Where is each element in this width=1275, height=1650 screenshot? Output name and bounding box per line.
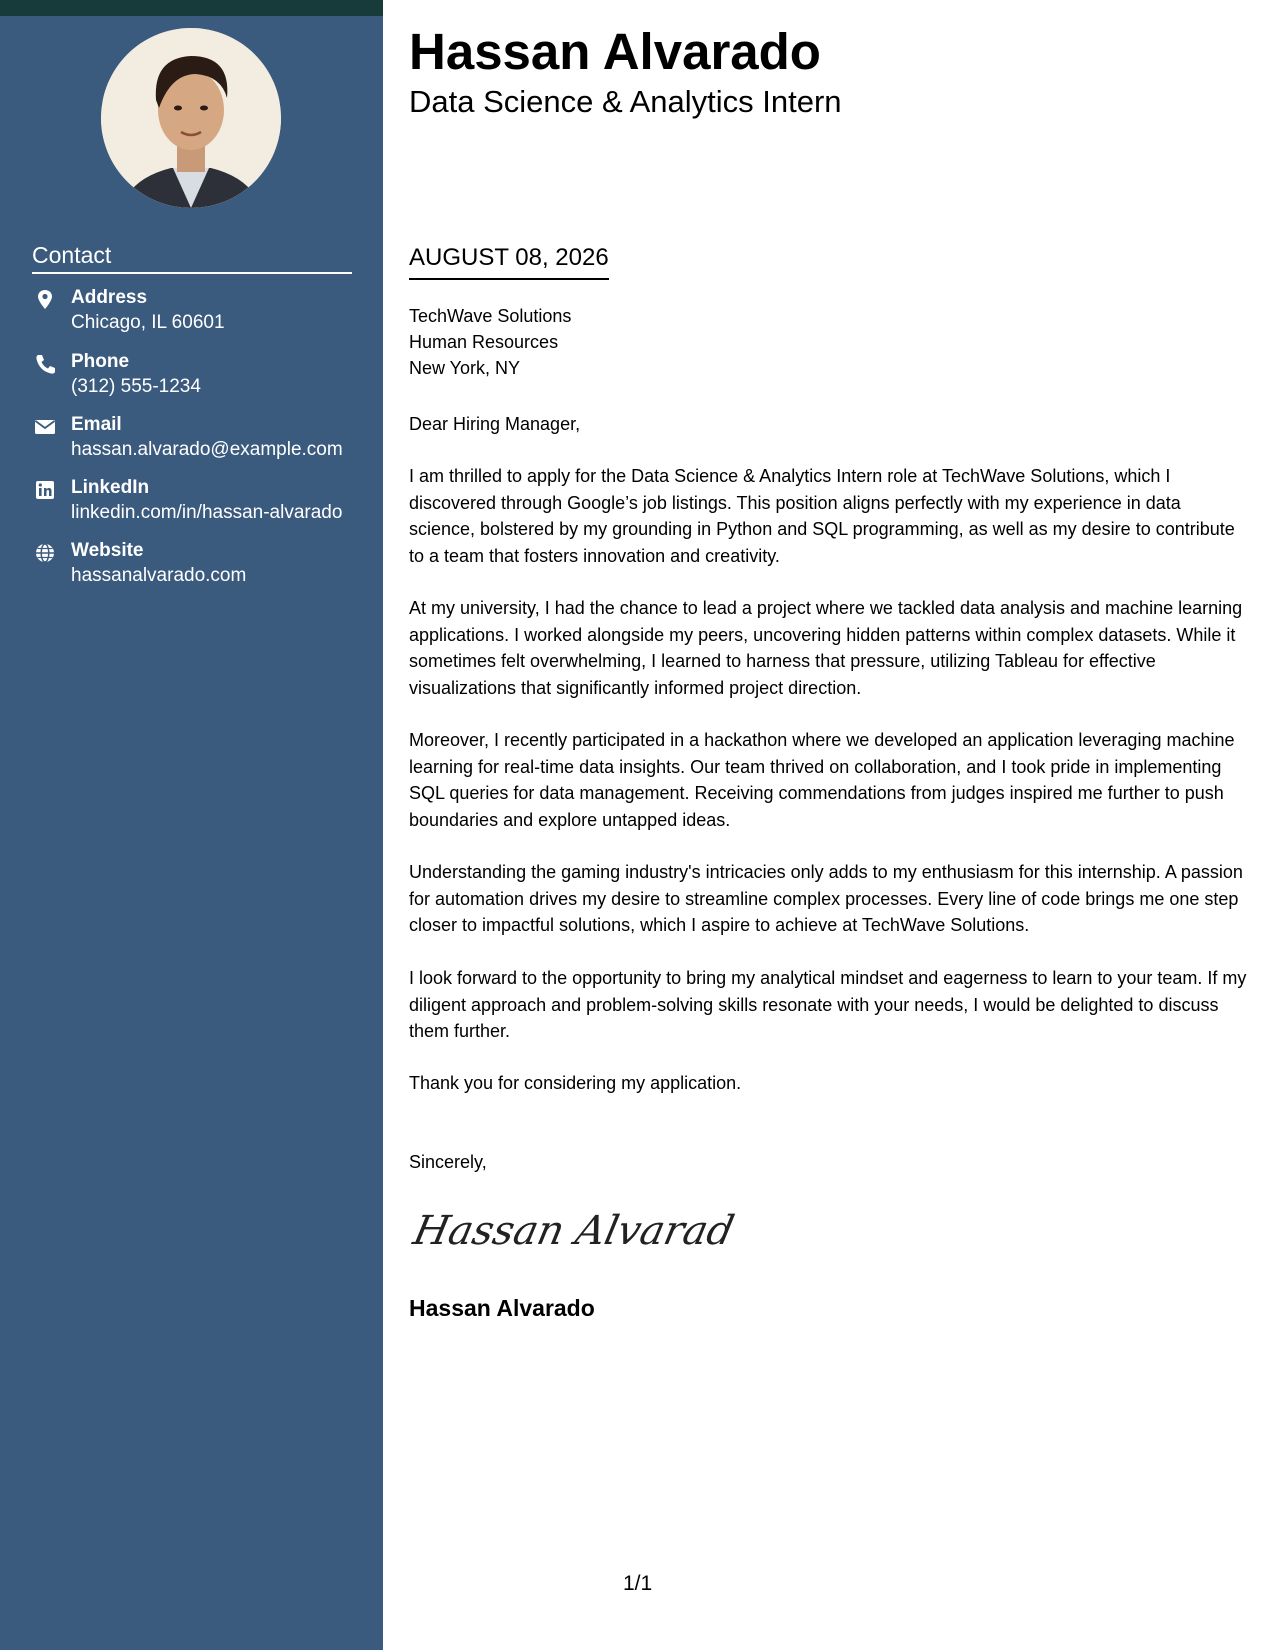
applicant-name: Hassan Alvarado xyxy=(409,23,821,80)
address-value: Chicago, IL 60601 xyxy=(71,312,225,333)
email-value[interactable]: hassan.alvarado@example.com xyxy=(71,439,343,460)
globe-icon xyxy=(32,542,58,564)
linkedin-icon xyxy=(32,479,58,501)
contact-label: LinkedIn xyxy=(71,477,150,498)
closing: Sincerely, xyxy=(409,1152,487,1172)
body-paragraph: At my university, I had the chance to lead a project where we tackled data analysis and machine learning applications. I worked alongside my peers, uncovering hidden patterns within complex datasets. While it sometimes felt overwhelming, I learned to harness that pressure, utilizing Tableau for effective visualizations that significantly informed project direction. xyxy=(409,598,1243,698)
body-paragraph: Understanding the gaming industry's intricacies only adds to my enthusiasm for this internship. A passion for automation drives my desire to streamline complex processes. Every line of code brings me one step closer to impactful solutions, which I aspire to achieve at TechWave Solutions. xyxy=(409,862,1243,935)
profile-photo xyxy=(101,28,281,208)
recipient-department: Human Resources xyxy=(409,332,559,352)
contact-label: Website xyxy=(71,540,144,561)
page-number: 1/1 xyxy=(623,1572,653,1595)
map-pin-icon xyxy=(32,289,58,311)
letter-main xyxy=(409,0,1249,1650)
linkedin-value[interactable]: linkedin.com/in/hassan-alvarado xyxy=(71,502,343,523)
contact-email xyxy=(32,413,372,469)
contact-label: Email xyxy=(71,414,122,435)
body-paragraph: I look forward to the opportunity to bring my analytical mindset and eagerness to learn to your team. If my diligent approach and problem-solving skills resonate with your needs, I would be delighted to discuss them further. xyxy=(409,968,1247,1041)
recipient-block xyxy=(409,303,571,381)
body-paragraph: I am thrilled to apply for the Data Science & Analytics Intern role at TechWave Solutions, which I discovered through Google’s job listings. This position aligns perfectly with my experience in data science, bolstered by my grounding in Python and SQL programming, as well as my desire to contribute to a team that fosters innovation and creativity. xyxy=(409,466,1235,566)
contact-website xyxy=(32,539,372,595)
recipient-location: New York, NY xyxy=(409,358,521,378)
signature: Hassan Alvarad xyxy=(409,1208,739,1254)
contact-address xyxy=(32,286,372,342)
contact-label: Phone xyxy=(71,351,130,372)
printed-name: Hassan Alvarado xyxy=(409,1295,595,1321)
contact-linkedin xyxy=(32,476,372,532)
job-title: Data Science & Analytics Intern xyxy=(409,84,842,119)
phone-value: (312) 555-1234 xyxy=(71,376,201,397)
body-paragraph: Moreover, I recently participated in a hackathon where we developed an application leveraging machine learning for real-time data insights. Our team thrived on collaboration, and I took pride in implementing SQL queries for data management. Receiving commendations from judges inspired me further to push boundaries and explore untapped ideas. xyxy=(409,730,1235,830)
phone-icon xyxy=(32,353,58,375)
letter-date: AUGUST 08, 2026 xyxy=(409,243,609,280)
salutation: Dear Hiring Manager, xyxy=(409,414,581,434)
sidebar-top-bar xyxy=(0,0,383,16)
website-value[interactable]: hassanalvarado.com xyxy=(71,565,247,586)
contact-heading: Contact xyxy=(32,241,352,274)
contact-phone xyxy=(32,350,372,406)
contact-label: Address xyxy=(71,287,148,308)
sidebar xyxy=(0,0,383,1650)
recipient-company: TechWave Solutions xyxy=(409,306,572,326)
body-paragraph: Thank you for considering my application. xyxy=(409,1073,742,1093)
envelope-icon xyxy=(32,416,58,438)
